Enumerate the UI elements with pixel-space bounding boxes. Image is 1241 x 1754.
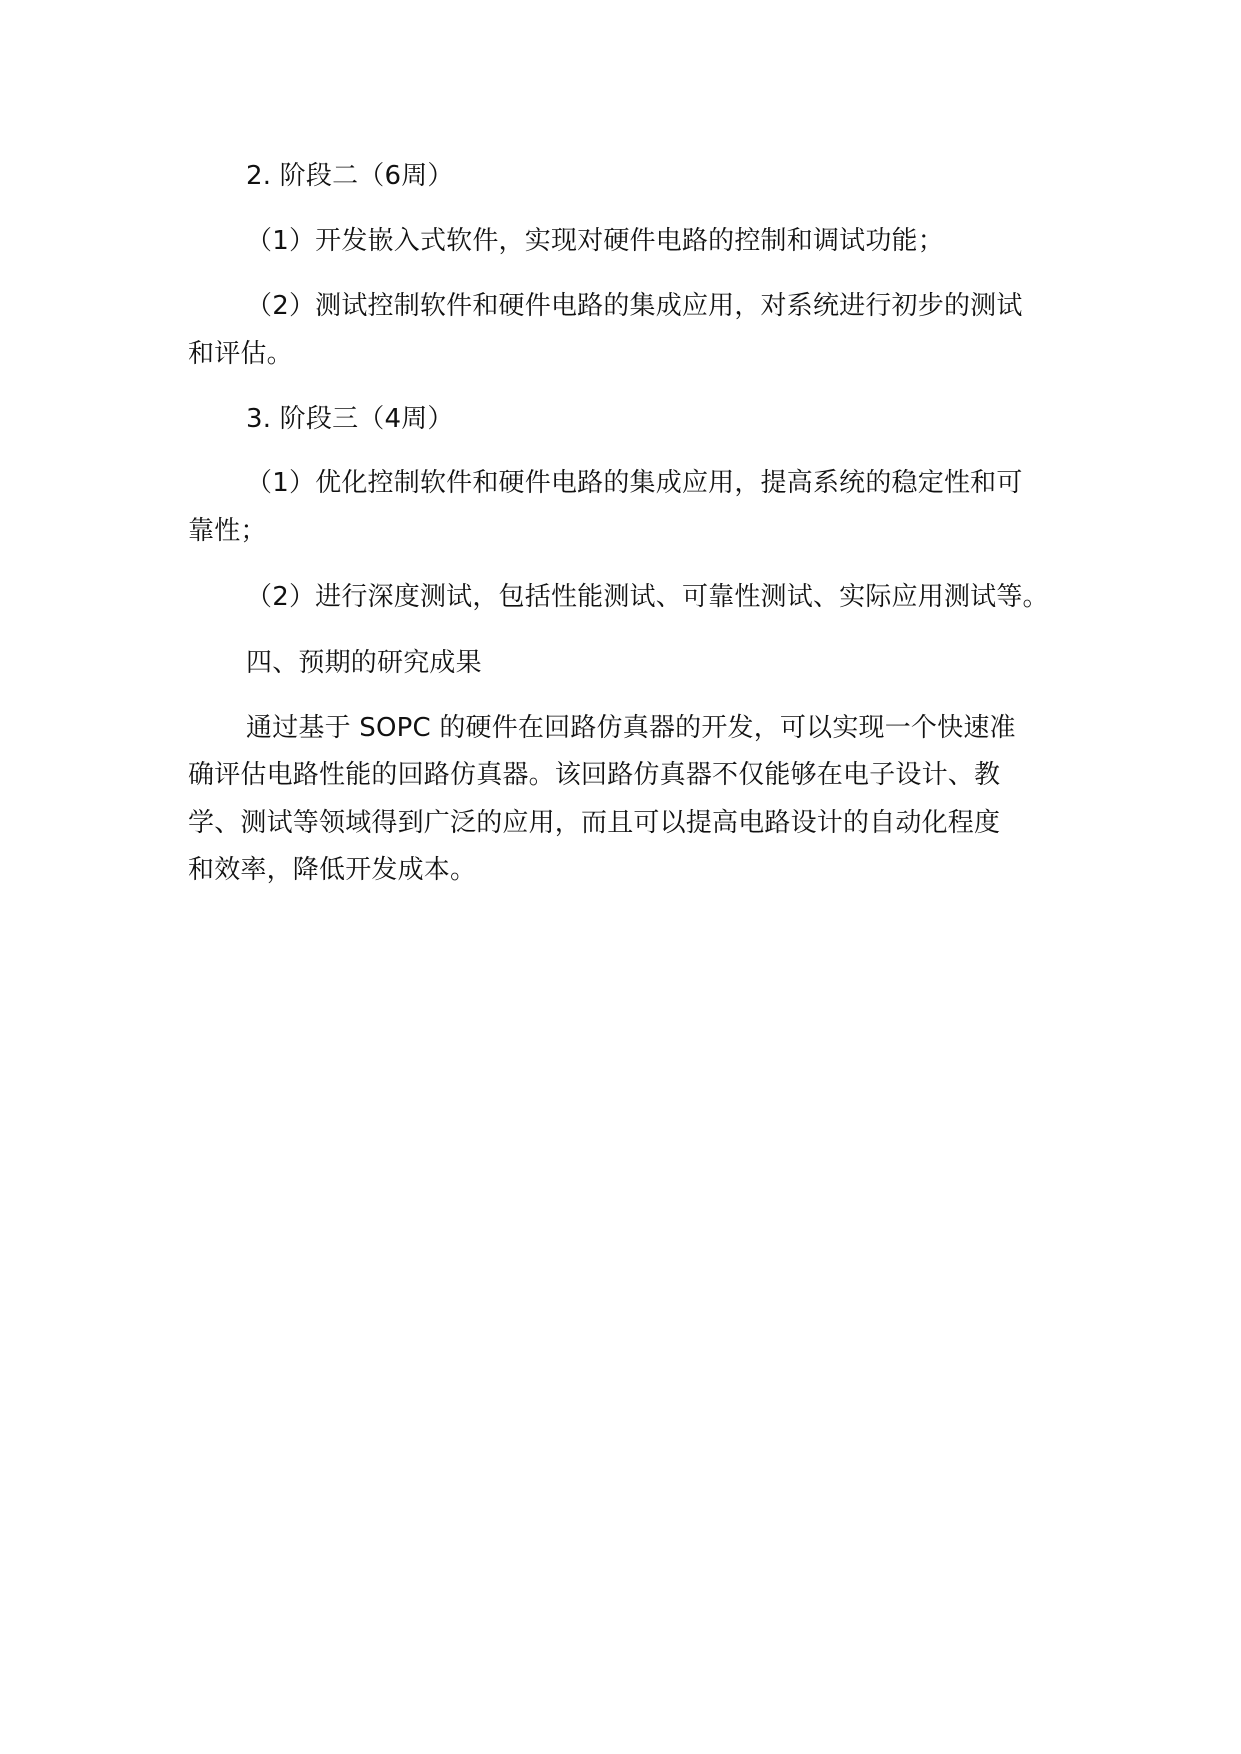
stage3-item-2: （2）进行深度测试，包括性能测试、可靠性测试、实际应用测试等。 <box>246 582 1049 612</box>
stage3-item-1-line-1: （1）优化控制软件和硬件电路的集成应用，提高系统的稳定性和可 <box>246 468 1023 498</box>
section4-paragraph-line-1: 通过基于 SOPC 的硬件在回路仿真器的开发，可以实现一个快速准 <box>246 713 1016 743</box>
section4-heading: 四、预期的研究成果 <box>246 648 482 678</box>
section4-paragraph-line-2: 确评估电路性能的回路仿真器。该回路仿真器不仅能够在电子设计、教 <box>188 760 1001 790</box>
stage2-item-2-line-2: 和评估。 <box>188 339 293 369</box>
stage2-item-2-line-1: （2）测试控制软件和硬件电路的集成应用，对系统进行初步的测试 <box>246 291 1023 321</box>
section4-paragraph-line-4: 和效率，降低开发成本。 <box>188 855 477 885</box>
stage3-heading: 3. 阶段三（4周） <box>246 404 454 434</box>
stage3-item-1-line-2: 靠性； <box>188 516 267 546</box>
stage2-heading: 2. 阶段二（6周） <box>246 161 454 191</box>
stage2-item-1: （1）开发嵌入式软件，实现对硬件电路的控制和调试功能； <box>246 226 944 256</box>
section4-paragraph-line-3: 学、测试等领域得到广泛的应用，而且可以提高电路设计的自动化程度 <box>188 808 1001 838</box>
